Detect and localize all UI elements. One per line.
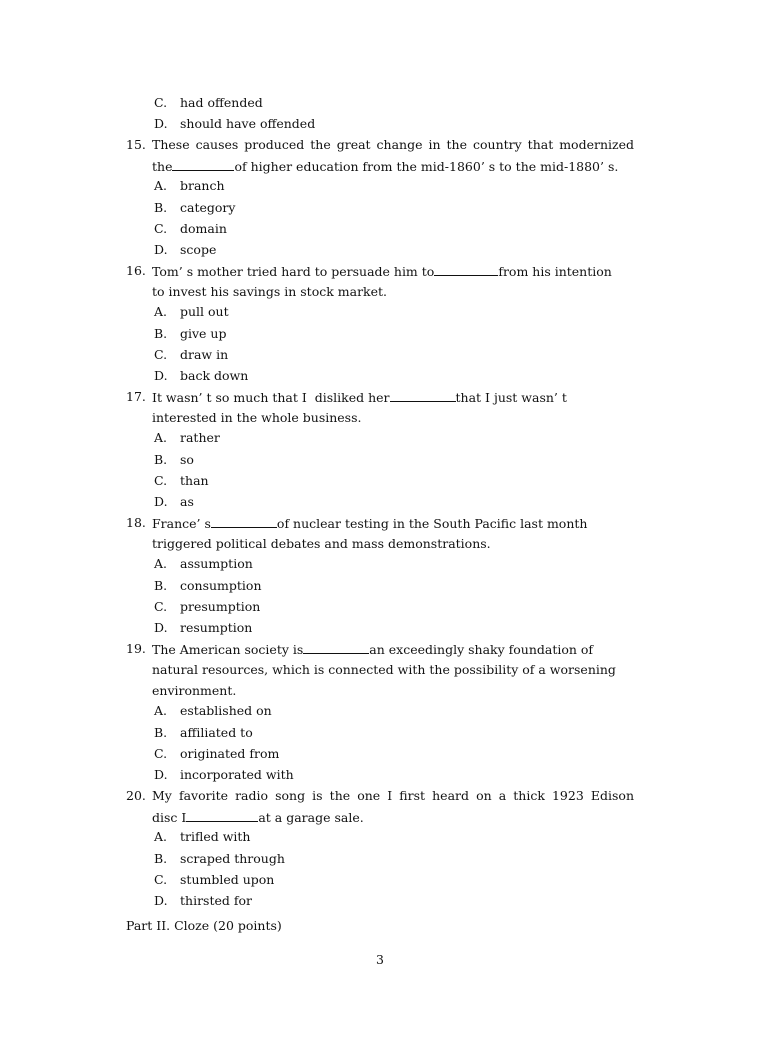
question-text-line: My favorite radio song is the one I first heard on a thick 1923 Edison (152, 788, 634, 803)
option-b: B. consumption (154, 578, 262, 593)
option-b: B. affiliated to (154, 725, 253, 740)
option-c: C. domain (154, 221, 227, 236)
question-text-line: Tom’ s mother tried hard to persuade him to from his intention (152, 264, 612, 279)
option-d: D. as (154, 494, 194, 509)
question-text-line: disc I at a garage sale. (152, 810, 364, 825)
answer-blank (434, 263, 498, 276)
option-c: C. than (154, 473, 209, 488)
question-text-line: These causes produced the great change in the country that modernized (152, 137, 634, 152)
option-d: D. resumption (154, 620, 253, 635)
option-b: B. give up (154, 326, 227, 341)
option-a: A. rather (154, 430, 220, 445)
option-a: A. assumption (154, 556, 253, 571)
option-d: D. scope (154, 242, 217, 257)
answer-blank (303, 641, 369, 654)
question-number: 18. (126, 515, 146, 530)
question-number: 16. (126, 263, 146, 278)
option-d: D. incorporated with (154, 767, 294, 782)
option-c: C. presumption (154, 599, 261, 614)
answer-blank (172, 158, 234, 171)
section-heading: Part II. Cloze (20 points) (126, 918, 282, 933)
option-a: A. established on (154, 703, 272, 718)
option-c: C. originated from (154, 746, 280, 761)
question-text-line: to invest his savings in stock market. (152, 284, 388, 299)
option-b: B. so (154, 452, 194, 467)
option-b: B. scraped through (154, 851, 285, 866)
option-d: D. thirsted for (154, 893, 252, 908)
question-number: 15. (126, 137, 146, 152)
question-text-line: the of higher education from the mid-1860’ s to the mid-1880’ s. (152, 159, 619, 174)
option-c: C. stumbled upon (154, 872, 275, 887)
question-text-line: France’ s of nuclear testing in the South Pacific last month (152, 516, 588, 531)
option-a: A. branch (154, 178, 225, 193)
question-text-line: The American society is an exceedingly shaky foundation of (152, 642, 594, 657)
option-a: A. pull out (154, 304, 229, 319)
question-text-line: It wasn’ t so much that I disliked her that I just wasn’ t (152, 390, 567, 405)
answer-blank (186, 809, 258, 822)
question-text-line: environment. (152, 683, 237, 698)
question-number: 19. (126, 641, 146, 656)
option-d: D. back down (154, 368, 249, 383)
answer-blank (211, 515, 277, 528)
question-text-line: natural resources, which is connected with the possibility of a worsening (152, 662, 616, 677)
option-prev-d: D. should have offended (154, 116, 316, 131)
option-c: C. draw in (154, 347, 229, 362)
option-b: B. category (154, 200, 236, 215)
answer-blank (390, 389, 456, 402)
option-a: A. trifled with (154, 829, 251, 844)
option-prev-c: C. had offended (154, 95, 263, 110)
page-number: 3 (376, 952, 384, 967)
question-text-line: triggered political debates and mass demonstrations. (152, 536, 491, 551)
question-text-line: interested in the whole business. (152, 410, 362, 425)
question-number: 17. (126, 389, 146, 404)
question-number: 20. (126, 788, 146, 803)
